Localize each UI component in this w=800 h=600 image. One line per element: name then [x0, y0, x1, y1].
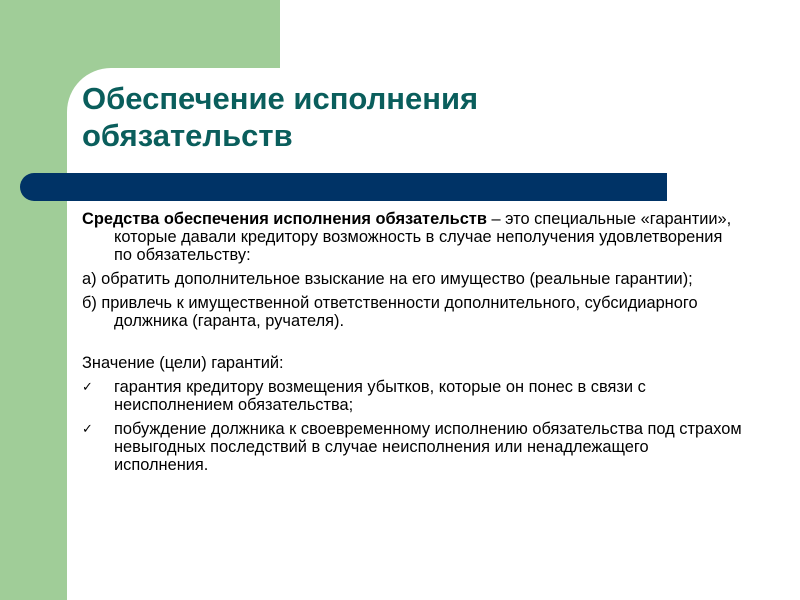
title-divider-bar: [20, 173, 667, 201]
definition-text: – это специальные «гарантии», которые давали кредитору возможность в случае неполучения удовлетворения по обязательству:: [114, 210, 732, 264]
slide-title-line-2: обязательств: [82, 118, 293, 153]
item-b: б) привлечь к имущественной ответственности дополнительного, субсидиарного должника (гаранта, ручателя).: [82, 294, 698, 330]
green-decor-left: [0, 0, 67, 600]
bullet-item-1: [82, 378, 742, 414]
slide-title: [82, 80, 682, 154]
definition-term: Средства обеспечения исполнения обязательств: [82, 210, 487, 228]
check-mark-icon: ✓: [82, 421, 93, 436]
bullet-text-2: побуждение должника к своевременному исполнению обязательства под страхом невыгодных последствий в случае неисполнения или ненадлежащего исполнения.: [114, 420, 742, 474]
bullet-item-2: [82, 420, 742, 474]
check-mark-icon: ✓: [82, 379, 93, 394]
slide-body: [82, 210, 742, 474]
spacer: [82, 330, 742, 354]
slide-title-line-1: Обеспечение исполнения: [82, 81, 479, 116]
item-a: а) обратить дополнительное взыскание на его имущество (реальные гарантии);: [82, 270, 693, 288]
bullet-text-1: гарантия кредитору возмещения убытков, которые он понес в связи с неисполнением обязательства;: [114, 378, 646, 414]
significance-heading: Значение (цели) гарантий:: [82, 354, 284, 372]
definition-paragraph: [82, 210, 742, 264]
